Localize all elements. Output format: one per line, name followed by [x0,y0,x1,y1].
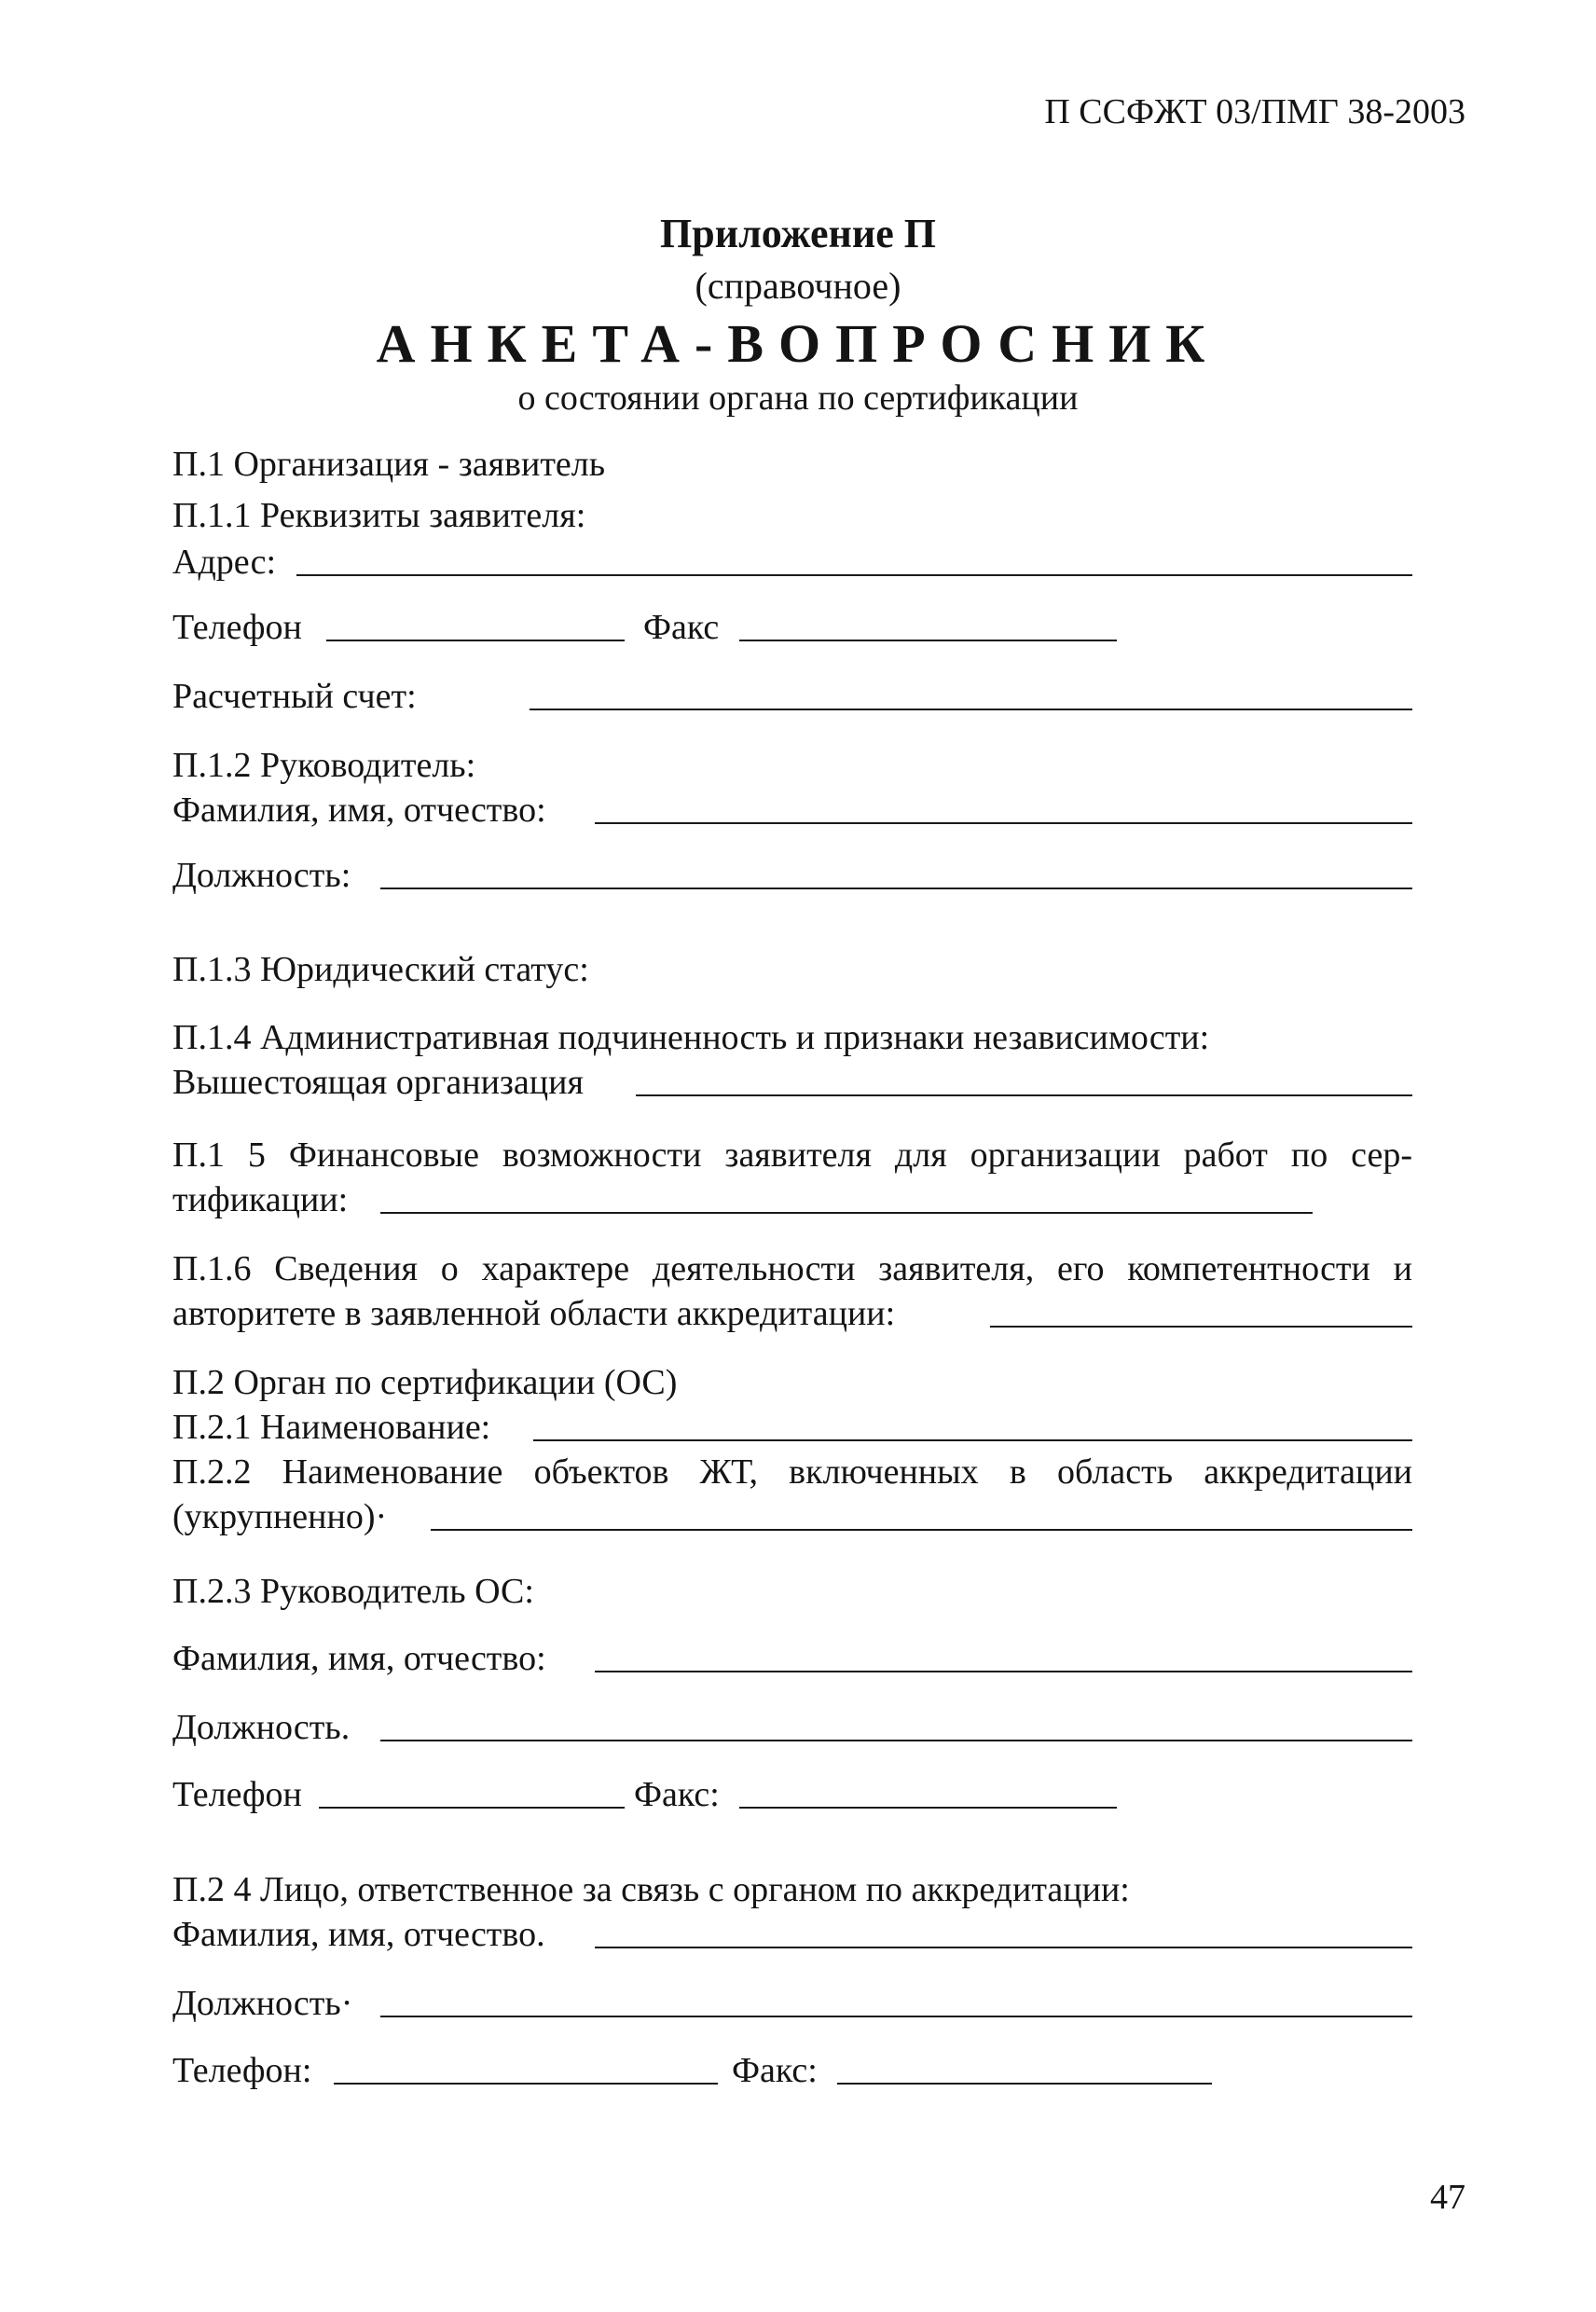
page-number: 47 [1430,2178,1465,2217]
section-p1-1: П.1.1 Реквизиты заявителя: [172,496,586,535]
section-p2-4: П.2 4 Лицо, ответственное за связь с органом по аккредитации: [172,1870,1130,1909]
phone-field[interactable] [326,640,625,641]
section-p2-2-cont: (укрупненно)· [172,1497,388,1536]
section-p1-5-cont: тификации: [172,1180,349,1219]
section-p1-2: П.1.2 Руководитель: [172,746,476,785]
document-code: П ССФЖТ 03/ПМГ 38-2003 [1044,92,1465,131]
parent-org-label: Вышестоящая организация [172,1063,584,1102]
form-subtitle: о состоянии органа по сертификации [517,378,1079,418]
position-label: Должность: [172,856,351,895]
section-p2: П.2 Орган по сертификации (ОС) [172,1363,678,1402]
contact-fax-label: Факс: [732,2051,818,2090]
fax-label: Факс [643,608,720,647]
section-p1-4: П.1.4 Административная подчиненность и признаки независимости: [172,1018,1210,1057]
finance-field[interactable] [380,1212,1313,1214]
contact-fio-label: Фамилия, имя, отчество. [172,1915,545,1954]
os-phone-field[interactable] [319,1807,625,1809]
os-phone-label: Телефон [172,1775,302,1814]
account-label: Расчетный счет: [172,677,417,716]
section-p2-2: П.2.2 Наименование объектов ЖТ, включенных в область аккредитации [172,1452,1412,1492]
form-title: АНКЕТА-ВОПРОСНИК [376,313,1220,374]
os-position-field[interactable] [380,1740,1412,1741]
section-p1-6: П.1.6 Сведения о характере деятельности заявителя, его компетентности и [172,1249,1412,1288]
phone-label: Телефон [172,608,302,647]
section-p1-5: П.1 5 Финансовые возможности заявителя для организации работ по сер- [172,1135,1412,1175]
os-position-label: Должность. [172,1708,351,1747]
os-fio-label: Фамилия, имя, отчество: [172,1639,546,1678]
fio-label: Фамилия, имя, отчество: [172,791,546,830]
address-field[interactable] [296,574,1412,576]
objects-field[interactable] [431,1529,1412,1531]
contact-phone-field[interactable] [334,2083,718,2085]
section-p1: П.1 Организация - заявитель [172,445,606,484]
position-field[interactable] [380,888,1412,889]
section-p1-6-cont: авторитете в заявленной области аккредитации: [172,1294,896,1333]
contact-position-field[interactable] [380,2016,1412,2017]
contact-fax-field[interactable] [837,2083,1212,2085]
os-name-field[interactable] [533,1439,1412,1441]
section-p1-3: П.1.3 Юридический статус: [172,950,589,989]
parent-org-field[interactable] [636,1094,1412,1096]
os-fax-label: Факс: [634,1775,720,1814]
contact-position-label: Должность· [172,1984,353,2023]
section-p2-3: П.2.3 Руководитель ОС: [172,1572,534,1611]
contact-fio-field[interactable] [595,1947,1412,1948]
appendix-title: Приложение П [660,211,936,256]
appendix-kind: (справочное) [695,265,901,307]
fax-field[interactable] [739,640,1117,641]
contact-phone-label: Телефон: [172,2051,312,2090]
activity-field[interactable] [990,1326,1412,1328]
section-p2-1: П.2.1 Наименование: [172,1408,491,1447]
os-fax-field[interactable] [739,1807,1117,1809]
address-label: Адрес: [172,543,277,582]
account-field[interactable] [530,709,1412,710]
os-fio-field[interactable] [595,1671,1412,1672]
fio-field[interactable] [595,822,1412,824]
